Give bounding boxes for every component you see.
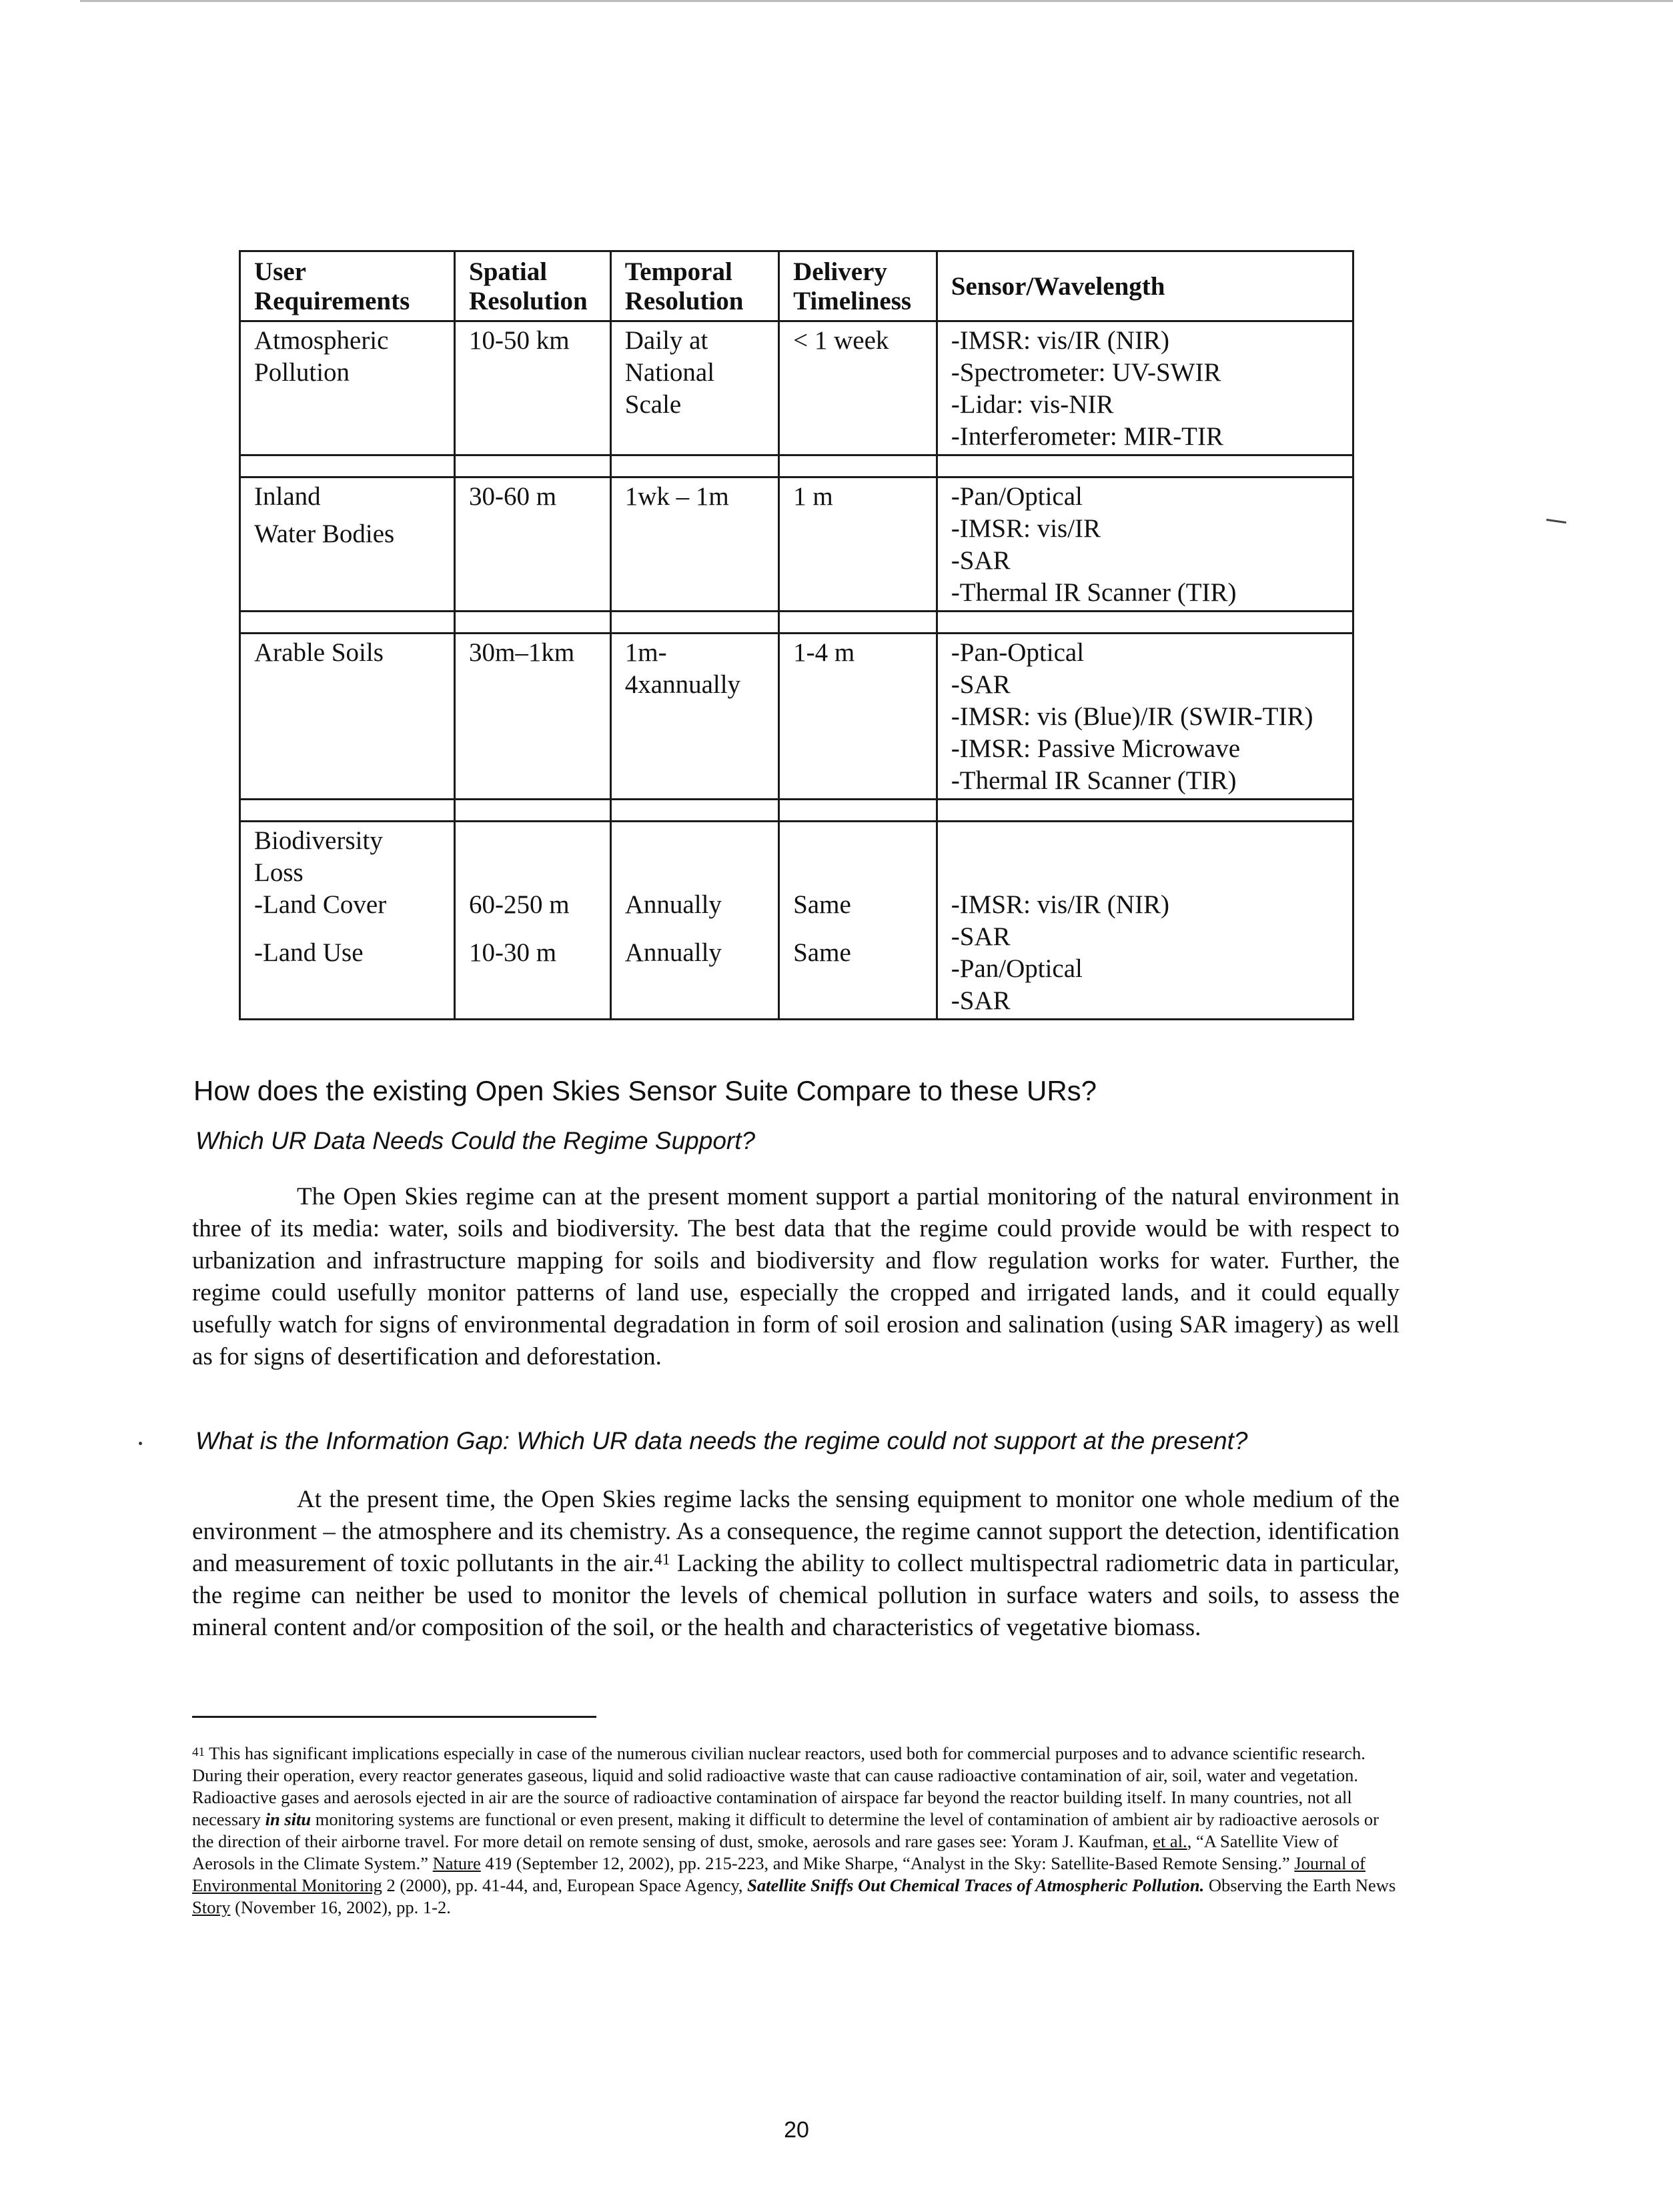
scan-dot xyxy=(139,1442,142,1445)
footnote-divider xyxy=(192,1716,596,1718)
table-row-biodiversity-loss xyxy=(240,822,1353,1020)
cell-temporal: Annually Annually xyxy=(610,822,778,1020)
cell-sensor: -IMSR: vis/IR (NIR) -Spectrometer: UV-SWIR -Lidar: vis-NIR -Interferometer: MIR-TIR xyxy=(937,321,1353,455)
cell-user: Atmospheric Pollution xyxy=(240,321,455,455)
link-et-al: et al. xyxy=(1153,1831,1187,1851)
cell-temporal: Daily at National Scale xyxy=(610,321,778,455)
cell-temporal: 1m- 4xannually xyxy=(610,634,778,800)
paragraph-information-gap: At the present time, the Open Skies regime lacks the sensing equipment to monitor one whole medium of the environment – the atmosphere and its chemistry. As a consequence, the regime cannot support the detection, identification and measurement of toxic pollutants in the air.$^{41}$ Lacking the ability to collect multispectral radiometric data in particular, the regime can neither be used to monitor the levels of chemical pollution in surface waters and soils, to assess the mineral content and/or composition of the soil, or the health and characteristics of vegetative biomass. xyxy=(192,1486,1400,1641)
table-row-inland-water-bodies xyxy=(240,477,1353,612)
cell-delivery: Same Same xyxy=(779,822,937,1020)
cell-spatial: 30m–1km xyxy=(455,634,611,800)
cell-user: Inland Water Bodies xyxy=(240,477,455,612)
cell-sensor: -Pan/Optical -IMSR: vis/IR -SAR -Thermal IR Scanner (TIR) xyxy=(937,477,1353,612)
table-spacer-row xyxy=(240,455,1353,477)
header-user-requirements: User Requirements xyxy=(240,251,455,321)
table-header-row xyxy=(240,251,1353,321)
link-journal: Journal of Environmental Monitoring xyxy=(192,1853,1366,1895)
user-requirements-table xyxy=(239,250,1354,1020)
table-spacer-row xyxy=(240,800,1353,822)
header-sensor-wavelength: Sensor/Wavelength xyxy=(937,251,1353,321)
footnote-reference: 41 xyxy=(654,1551,670,1568)
cell-user: Biodiversity Loss -Land Cover -Land Use xyxy=(240,822,455,1020)
table-spacer-row xyxy=(240,612,1353,634)
header-delivery-timeliness: Delivery Timeliness xyxy=(779,251,937,321)
section-heading: How does the existing Open Skies Sensor Suite Compare to these URs? xyxy=(193,1075,1097,1106)
cell-sensor: -Pan-Optical -SAR -IMSR: vis (Blue)/IR (SWIR-TIR) -IMSR: Passive Microwave -Thermal IR Scanner (TIR) xyxy=(937,634,1353,800)
header-spatial-resolution: Spatial Resolution xyxy=(455,251,611,321)
cell-spatial: 60-250 m 10-30 m xyxy=(455,822,611,1020)
header-temporal-resolution: Temporal Resolution xyxy=(610,251,778,321)
footnote-41: $^{41}$ This has significant implications especially in case of the numerous civilian nuclear reactors, used both for commercial purposes and to advance scientific research. During their operation, every reactor generates gaseous, liquid and solid radioactive waste that can cause radioactive contamination of air, soil, water and vegetation. Radioactive gases and aerosols ejected in air are the source of radioactive contamination of airspace far beyond the reactor building itself. In many countries, not all necessary in situ monitoring systems are functional or even present, making it difficult to determine the level of contamination of ambient air by radioactive aerosols or the direction of their airborne travel. For more detail on remote sensing of dust, smoke, aerosols and rare gases see: Yoram J. Kaufman, et al., “A Satellite View of Aerosols in the Climate System.” Nature 419 (September 12, 2002), pp. 215-223, and Mike Sharpe, “Analyst in the Sky: Satellite-Based Remote Sensing.” Journal of Environmental Monitoring 2 (2000), pp. 41-44, and, European Space Agency, Satellite Sniffs Out Chemical Traces of Atmospheric Pollution. Observing the Earth News Story (November 16, 2002), pp. 1-2. xyxy=(192,1743,1396,1917)
sub-heading-supported-needs: Which UR Data Needs Could the Regime Support? xyxy=(195,1127,756,1154)
cell-spatial: 10-50 km xyxy=(455,321,611,455)
sub-heading-information-gap: What is the Information Gap: Which UR data needs the regime could not support at the present? xyxy=(195,1427,1248,1454)
paragraph-regime-support: The Open Skies regime can at the present moment support a partial monitoring of the natural environment in three of its media: water, soils and biodiversity. The best data that the regime could provide would be with respect to urbanization and infrastructure mapping for soils and biodiversity and flow regulation works for water. Further, the regime could usefully monitor patterns of land use, especially the cropped and irrigated lands, and it could equally usefully watch for signs of environmental degradation in form of soil erosion and salination (using SAR imagery) as well as for signs of desertification and deforestation. xyxy=(192,1183,1400,1370)
table-row-arable-soils xyxy=(240,634,1353,800)
cell-sensor: -IMSR: vis/IR (NIR) -SAR -Pan/Optical -SAR xyxy=(937,822,1353,1020)
cell-user: Arable Soils xyxy=(240,634,455,800)
page-number: 20 xyxy=(784,2117,809,2143)
cell-delivery: 1 m xyxy=(779,477,937,612)
cell-delivery: < 1 week xyxy=(779,321,937,455)
table-row-atmospheric-pollution xyxy=(240,321,1353,455)
scan-mark xyxy=(1546,519,1566,523)
cell-spatial: 30-60 m xyxy=(455,477,611,612)
link-nature: Nature xyxy=(432,1853,481,1873)
cell-temporal: 1wk – 1m xyxy=(610,477,778,612)
scan-top-edge-line xyxy=(80,0,1673,2)
cell-delivery: 1-4 m xyxy=(779,634,937,800)
footnote-number: 41 xyxy=(192,1745,205,1759)
link-story: Story xyxy=(192,1897,231,1917)
